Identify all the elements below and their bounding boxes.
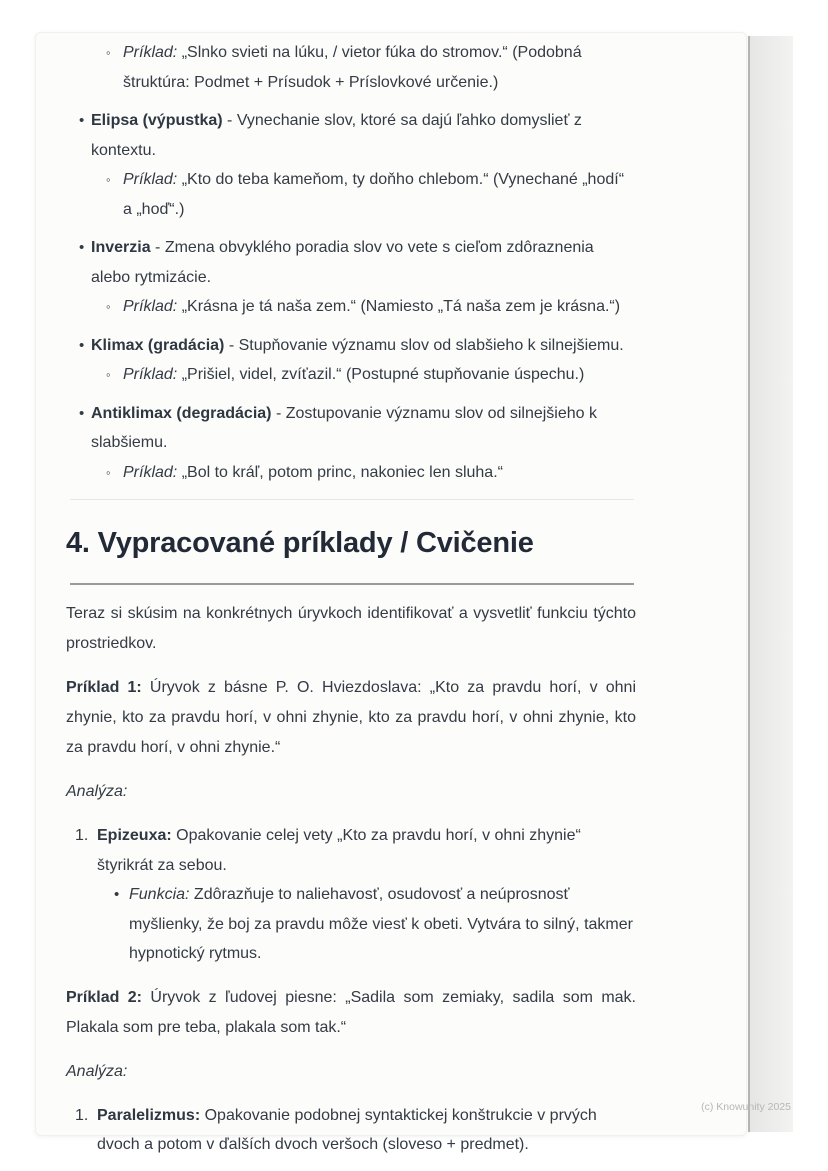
analysis-text: Opakovanie podobnej syntaktickej konštrukcie v prvých dvoch a potom v ďalších dvoch veršoch (sloveso + predmet). [97,1106,597,1153]
function-line [129,880,636,969]
list-item [66,880,636,969]
example-text: „Kto do teba kameňom, ty doňho chlebom.“ (Vynechané „hodí“ a „hoď“.) [123,171,625,218]
term-line [91,399,636,458]
circle-bullet-icon: ◦ [106,45,111,60]
item-number: 1. [75,827,89,844]
example-label: Príklad: [123,298,178,315]
list-item [66,38,636,97]
list-item [66,233,636,292]
list-item [66,292,636,322]
analysis-term: Epizeuxa: [97,827,172,844]
list-item [66,399,636,458]
function-label: Funkcia: [129,886,190,903]
term-line [91,106,636,165]
example-2-label: Príklad 2: [66,988,142,1006]
section-heading: 4. Vypracované príklady / Cvičenie [66,527,534,559]
term-desc: - Zostupovanie významu slov od silnejšieho k slabšiemu. [91,404,597,451]
term-line [91,233,636,292]
list-item [66,458,636,488]
watermark: (c) Knowunity 2025 [701,1101,791,1113]
example-2-text: Úryvok z ľudovej piesne: „Sadila som zemiaky, sadila som mak. Plakala som pre teba, plakala som tak.“ [66,988,636,1036]
analysis-term: Paralelizmus: [97,1106,201,1124]
list-item [66,165,636,224]
example-text: „Prišiel, videl, zvíťazil.“ (Postupné stupňovanie úspechu.) [177,366,585,383]
paragraph-example-2 [66,983,636,1043]
example-text: „Bol to kráľ, potom princ, nakoniec len sluha.“ [177,463,503,481]
term-label: Inverzia [91,239,151,256]
analysis-text: Opakovanie celej vety „Kto za pravdu horí, v ohni zhynie“ štyrikrát za sebou. [97,827,581,874]
term-line [91,331,636,361]
analysis-label: Analýza: [66,783,128,800]
example-line [123,38,636,97]
circle-bullet-icon: ◦ [106,299,111,314]
example-line [123,292,636,322]
bullet-icon: • [79,336,85,354]
scrollbar-track[interactable] [748,36,793,1132]
term-label: Elipsa (výpustka) [91,112,223,129]
example-line [123,360,636,390]
example-text: „Slnko svieti na lúku, / vietor fúka do stromov.“ (Podobná štruktúra: Podmet + Prísudok + Príslovkové určenie.) [123,44,582,91]
list-item [66,106,636,165]
example-label: Príklad: [123,171,178,188]
bullet-icon: • [114,886,120,903]
paragraph-intro: Teraz si skúsim na konkrétnych úryvkoch identifikovať a vysvetliť funkciu týchto prostriedkov. [66,605,636,652]
example-text: „Krásna je tá naša zem.“ (Namiesto „Tá naša zem je krásna.“) [177,298,621,315]
term-desc: - Stupňovanie významu slov od slabšieho k silnejšiemu. [224,336,624,354]
list-item [66,360,636,390]
paragraph-example-1 [66,673,636,763]
analysis-line [97,1101,636,1160]
example-1-label: Príklad 1: [66,679,142,696]
term-desc: - Zmena obvyklého poradia slov vo vete s cieľom zdôraznenia alebo rytmizácie. [91,239,594,286]
document-page [35,32,747,1153]
term-label: Klimax (gradácia) [91,336,225,354]
numbered-item [66,1101,636,1160]
example-1-text: Úryvok z básne P. O. Hviezdoslava: „Kto za pravdu horí, v ohni zhynie, kto za pravdu horí, v ohni zhynie, kto za pravdu horí, v ohni zhynie, kto za pravdu horí, v ohni zhynie.“ [66,679,636,756]
circle-bullet-icon: ◦ [106,172,111,187]
list-item [66,331,636,361]
analysis-label: Analýza: [66,1062,128,1080]
heading-underline [70,583,634,585]
item-number: 1. [75,1106,89,1124]
analysis-line [97,821,636,880]
numbered-item [66,821,636,880]
example-label: Príklad: [123,366,178,383]
circle-bullet-icon: ◦ [106,464,111,480]
term-desc: - Vynechanie slov, ktoré sa dajú ľahko domyslieť z kontextu. [91,112,582,159]
circle-bullet-icon: ◦ [106,367,111,382]
example-label: Príklad: [123,463,178,481]
function-text: Zdôrazňuje to naliehavosť, osudovosť a neúprosnosť myšlienky, že boj za pravdu môže viesť k obeti. Vytvára to silný, takmer hypnotický rytmus. [129,886,633,962]
example-line [123,458,636,488]
bullet-icon: • [79,404,85,422]
term-label: Antiklimax (degradácia) [91,404,272,422]
example-line [123,165,636,224]
bullet-icon: • [79,112,85,129]
document-content [66,38,636,1160]
example-label: Príklad: [123,44,178,61]
section-divider [70,499,634,500]
bullet-icon: • [79,239,85,256]
